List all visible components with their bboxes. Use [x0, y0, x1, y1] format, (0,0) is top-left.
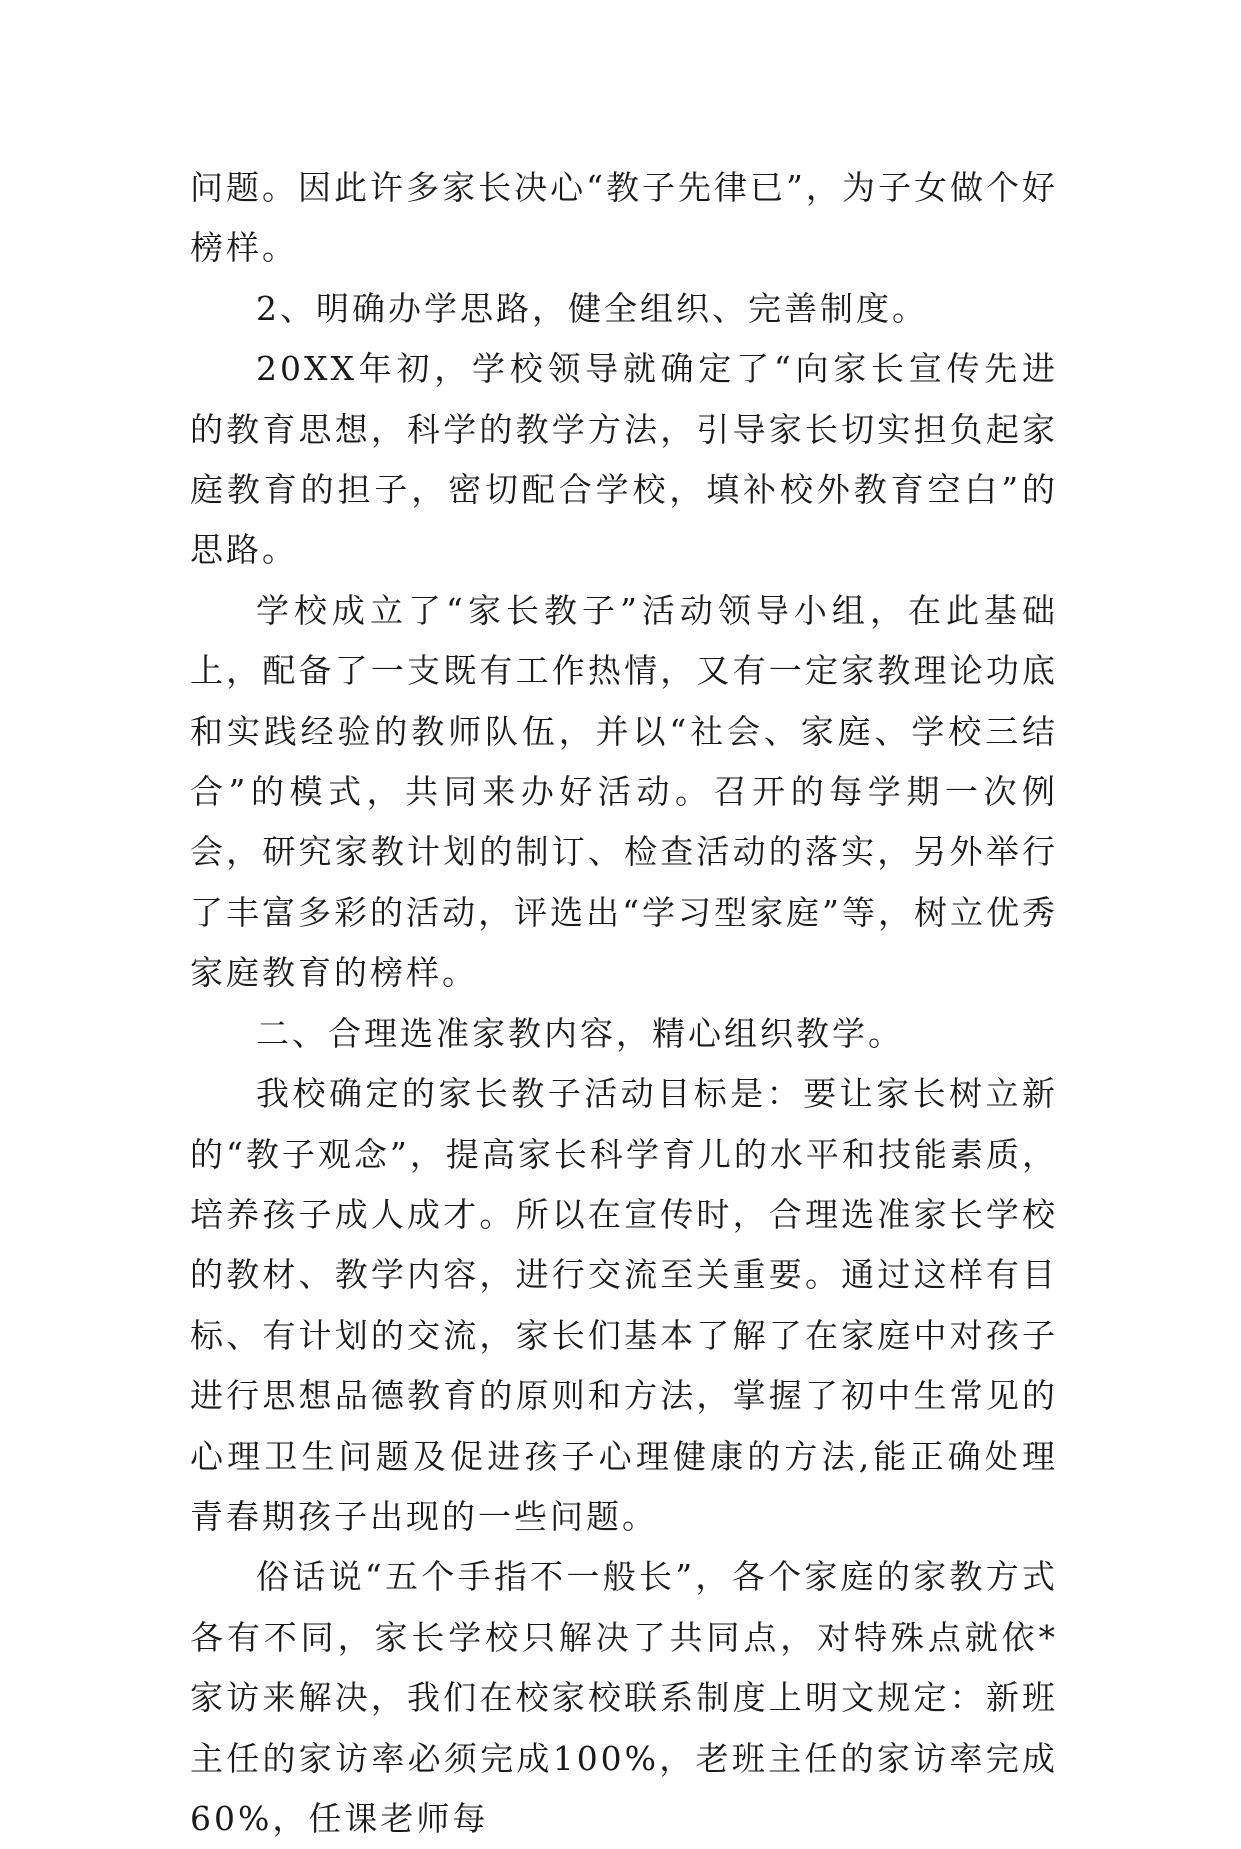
paragraph-6: 我校确定的家长教子活动目标是：要让家长树立新的“教子观念”，提高家长科学育儿的水平和技能素质，培养孩子成人成才。所以在宣传时，合理选准家长学校的教材、教学内容，进行交流至关重要。通过这样有目标、有计划的交流，家长们基本了解了在家庭中对孩子进行思想品德教育的原则和方法，掌握了初中生常见的心理卫生问题及促进孩子心理健康的方法,能正确处理青春期孩子出现的一些问题。	[190, 1074, 1058, 1536]
paragraph-5-heading: 二、合理选准家教内容，精心组织教学。	[256, 1013, 904, 1053]
paragraph-1: 问题。因此许多家长决心“教子先律已”，为子女做个好榜样。	[190, 168, 1058, 268]
paragraph-7: 俗话说“五个手指不一般长”，各个家庭的家教方式各有不同，家长学校只解决了共同点，对特殊点就依*家访来解决，我们在校家校联系制度上明文规定：新班主任的家访率必须完成100%，老班主任的家访率完成60%，任课老师每	[190, 1557, 1058, 1838]
paragraph-4: 学校成立了“家长教子”活动领导小组，在此基础上，配备了一支既有工作热情，又有一定家教理论功底和实践经验的教师队伍，并以“社会、家庭、学校三结合”的模式，共同来办好活动。召开的每学期一次例会，研究家教计划的制订、检查活动的落实，另外举行了丰富多彩的活动，评选出“学习型家庭”等，树立优秀家庭教育的榜样。	[190, 590, 1058, 993]
paragraph-3: 20XX年初，学校领导就确定了“向家长宣传先进的教育思想，科学的教学方法，引导家长切实担负起家庭教育的担子，密切配合学校，填补校外教育空白”的思路。	[190, 349, 1058, 570]
paragraph-2-heading: 2、明确办学思路，健全组织、完善制度。	[256, 288, 928, 328]
document-body	[190, 158, 1058, 1849]
